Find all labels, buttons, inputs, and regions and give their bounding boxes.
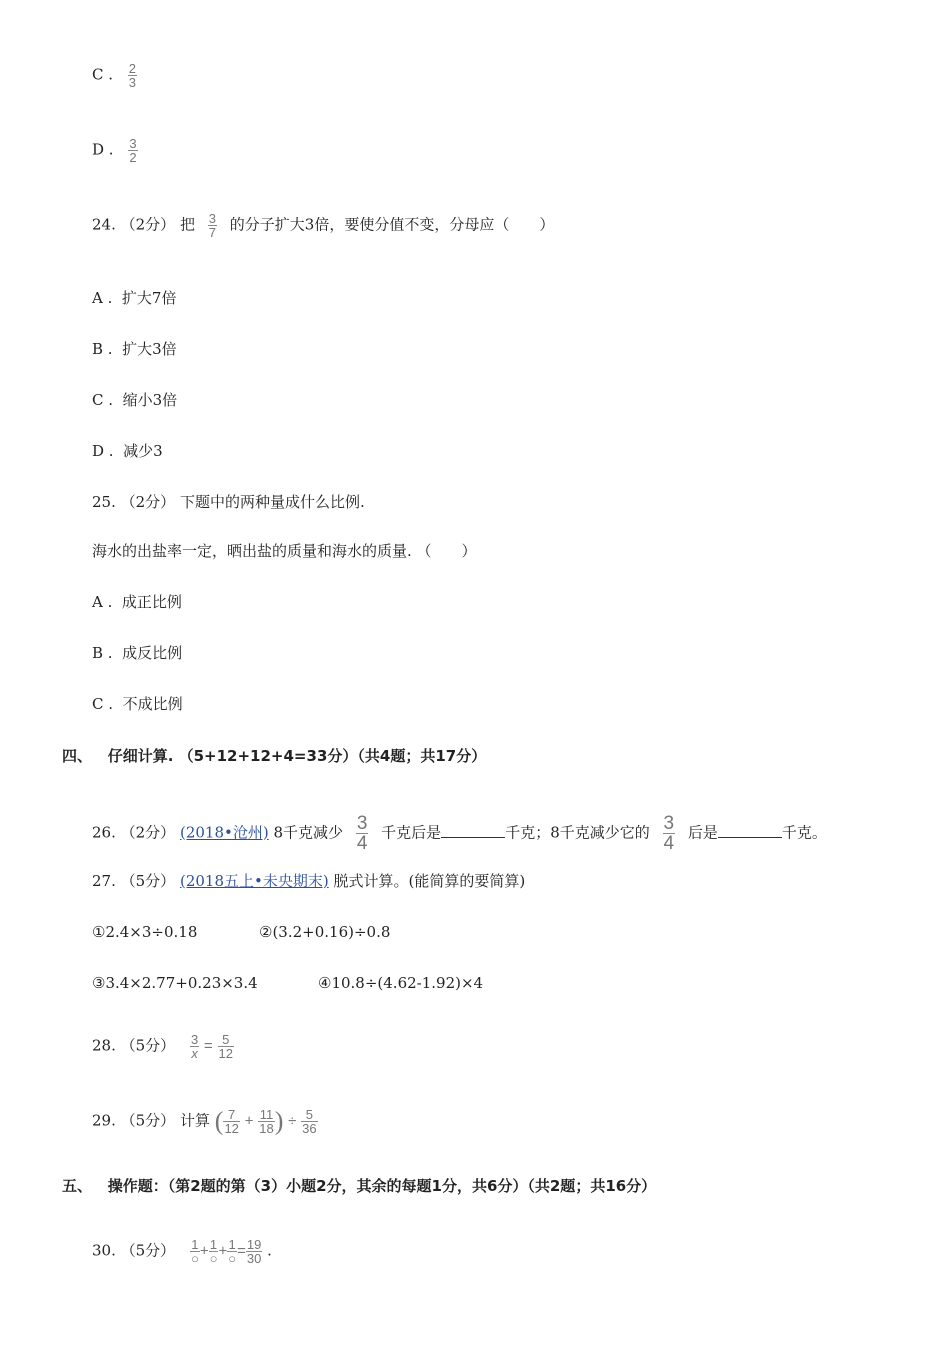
fraction: $\frac{1}{○}$ (209, 1237, 218, 1266)
answer-blank[interactable] (441, 823, 505, 838)
fraction: $\frac{3}{2}$ (129, 136, 137, 165)
fraction: $\frac{11}{18}$ (259, 1107, 274, 1136)
fraction: $\frac{3}{x}$ (190, 1032, 199, 1061)
section-label: 五、 (62, 1177, 93, 1195)
question-27 (92, 871, 525, 891)
fraction: $\frac{3}{7}$ (208, 211, 216, 240)
fraction: $\frac{19}{30}$ (246, 1237, 262, 1266)
question-24 (92, 212, 554, 239)
question-score: （5分） (120, 872, 176, 890)
question-text: 计算 (179, 1111, 210, 1130)
q27-expr-3: ③3.4×2.77+0.23×3.4 (92, 974, 258, 992)
fraction: $\frac{3}{4}$ (663, 813, 675, 854)
question-text: 下题中的两种量成什么比例. (179, 493, 365, 511)
question-text: 千克。 (781, 823, 827, 842)
fraction: $\frac{3}{4}$ (356, 813, 368, 854)
source-link[interactable]: (2018•沧州) (179, 823, 269, 842)
option-text: 不成比例 (122, 695, 183, 713)
question-text: 千克后是 (381, 823, 442, 842)
divide-sign: ÷ (288, 1112, 297, 1130)
question-text: 千克；8千克减少它的 (505, 823, 650, 842)
question-score: （5分） (120, 1036, 176, 1055)
question-number: 29. (92, 1111, 116, 1130)
option-text: 成反比例 (122, 644, 183, 662)
question-text: 把 (179, 215, 195, 234)
q24-option-a[interactable] (92, 288, 176, 308)
question-number: 27. (92, 872, 116, 890)
question-25 (92, 492, 365, 512)
question-score: （2分） (120, 823, 176, 842)
question-text: 的分子扩大3倍，要使分值不变，分母应（ ） (229, 215, 555, 234)
period: . (267, 1241, 272, 1260)
question-number: 24. (92, 215, 116, 234)
right-paren: ) (274, 1106, 284, 1136)
equals-sign: = (203, 1037, 213, 1055)
fraction: $\frac{1}{○}$ (190, 1237, 199, 1266)
q27-expr-1: ①2.4×3÷0.18 (92, 923, 198, 941)
q24-option-d[interactable] (92, 441, 163, 461)
option-label: B . (92, 644, 113, 662)
q25-option-c[interactable] (92, 694, 183, 714)
option-label: A . (92, 593, 113, 611)
section-title: 仔细计算. （5+12+12+4=33分）（共4题；共17分） (107, 747, 487, 765)
source-link[interactable]: (2018五上•未央期末) (179, 872, 329, 890)
option-label: A . (92, 289, 113, 307)
q23-option-d[interactable] (92, 137, 138, 164)
question-number: 26. (92, 823, 116, 842)
q25-statement: 海水的出盐率一定，晒出盐的质量和海水的质量. （ ） (92, 542, 477, 560)
question-number: 30. (92, 1241, 116, 1260)
plus-sign: + (244, 1112, 254, 1130)
question-number: 25. (92, 493, 116, 511)
plus-sign: + (199, 1242, 209, 1260)
question-28 (92, 1033, 234, 1060)
option-label: D . (92, 140, 114, 159)
q27-expr-4: ④10.8÷(4.62-1.92)×4 (318, 974, 484, 992)
section-4-heading (62, 745, 486, 766)
option-text: 成正比例 (121, 593, 182, 611)
option-text: 扩大3倍 (122, 340, 177, 358)
fraction: $\frac{5}{12}$ (218, 1032, 233, 1061)
section-title: 操作题：（第2题的第（3）小题2分，其余的每题1分，共6分）（共2题；共16分） (107, 1177, 657, 1195)
q25-option-b[interactable] (92, 643, 182, 663)
section-5-heading (62, 1175, 656, 1196)
question-30 (92, 1238, 272, 1265)
fraction: $\frac{2}{3}$ (128, 61, 137, 90)
question-score: （2分） (120, 493, 176, 511)
question-score: （5分） (120, 1241, 176, 1260)
section-label: 四、 (62, 747, 93, 765)
question-text: 8千克减少 (273, 823, 344, 842)
plus-sign: + (218, 1242, 228, 1260)
option-label: D . (92, 442, 114, 460)
q23-option-c[interactable] (92, 62, 137, 89)
question-score: （5分） (120, 1111, 176, 1130)
question-29 (92, 1108, 318, 1135)
fraction: $\frac{7}{12}$ (224, 1107, 239, 1136)
q25-option-a[interactable] (92, 592, 182, 612)
question-number: 28. (92, 1036, 116, 1055)
option-text: 扩大7倍 (121, 289, 177, 307)
option-label: C . (92, 391, 114, 409)
q24-option-b[interactable] (92, 339, 177, 359)
option-label: B . (92, 340, 113, 358)
answer-blank[interactable] (718, 823, 782, 838)
question-score: （2分） (120, 215, 176, 234)
left-paren: ( (214, 1106, 224, 1136)
question-text: 脱式计算。(能简算的要简算) (333, 872, 526, 890)
q24-option-c[interactable] (92, 390, 177, 410)
option-label: C . (92, 65, 114, 84)
q27-expr-2: ②(3.2+0.16)÷0.8 (259, 923, 391, 941)
option-text: 缩小3倍 (122, 391, 178, 409)
question-26 (92, 814, 827, 853)
question-text: 后是 (687, 823, 718, 842)
equals-sign: = (237, 1242, 246, 1260)
fraction: $\frac{1}{○}$ (228, 1237, 237, 1266)
option-label: C . (92, 695, 114, 713)
fraction: $\frac{5}{36}$ (302, 1107, 317, 1136)
option-text: 减少3 (123, 442, 163, 460)
